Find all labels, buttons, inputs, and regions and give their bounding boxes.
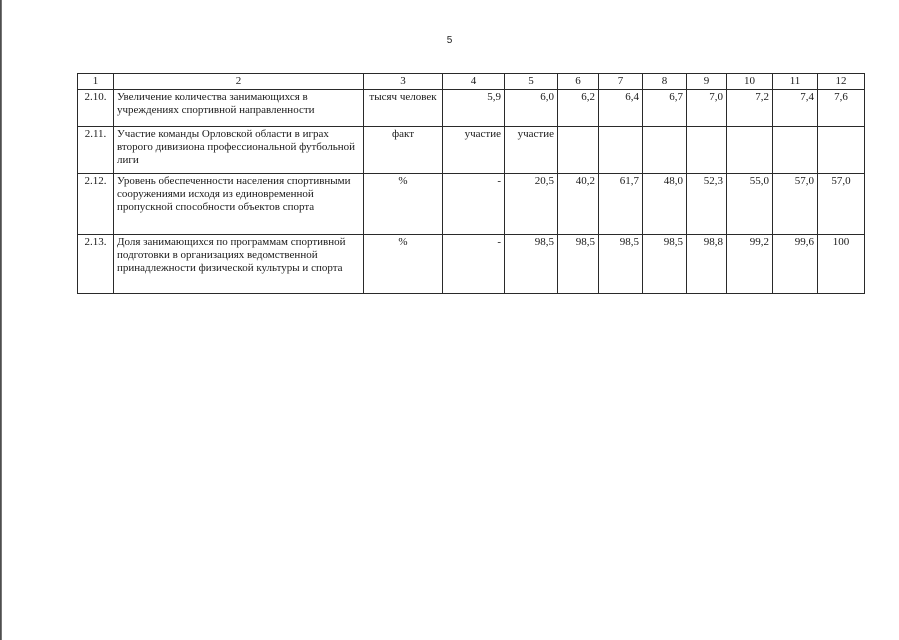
table-row [78, 235, 865, 294]
value-cell: 61,7 [599, 174, 643, 235]
value-cell: 98,5 [599, 235, 643, 294]
header-cell: 3 [364, 74, 443, 90]
header-cell: 4 [443, 74, 505, 90]
row-number: 2.12. [78, 174, 114, 235]
value-cell: 40,2 [558, 174, 599, 235]
unit-cell: % [364, 235, 443, 294]
value-cell: - [443, 235, 505, 294]
page-number: 5 [446, 35, 453, 46]
value-cell [599, 127, 643, 174]
header-cell: 1 [78, 74, 114, 90]
value-cell [558, 127, 599, 174]
value-cell: 48,0 [643, 174, 687, 235]
value-cell: 98,5 [505, 235, 558, 294]
value-cell [727, 127, 773, 174]
value-cell: 6,7 [643, 90, 687, 127]
value-cell: 57,0 [773, 174, 818, 235]
value-cell: 20,5 [505, 174, 558, 235]
indicator-name: Участие команды Орловской области в играх второго дивизиона профессиональной футбольной лиги [114, 127, 364, 174]
value-cell: 57,0 [818, 174, 865, 235]
value-cell: 55,0 [727, 174, 773, 235]
value-cell: 98,5 [558, 235, 599, 294]
row-number: 2.11. [78, 127, 114, 174]
value-cell [687, 127, 727, 174]
value-cell: 7,6 [818, 90, 865, 127]
row-number: 2.10. [78, 90, 114, 127]
value-cell: участие [505, 127, 558, 174]
table-row [78, 174, 865, 235]
table-row [78, 90, 865, 127]
header-cell: 6 [558, 74, 599, 90]
table-row [78, 127, 865, 174]
value-cell: 7,2 [727, 90, 773, 127]
header-cell: 2 [114, 74, 364, 90]
value-cell: 52,3 [687, 174, 727, 235]
unit-cell: % [364, 174, 443, 235]
value-cell: 6,4 [599, 90, 643, 127]
value-cell: участие [443, 127, 505, 174]
value-cell: - [443, 174, 505, 235]
indicator-table [77, 73, 865, 294]
scan-edge [0, 0, 2, 640]
value-cell: 98,8 [687, 235, 727, 294]
value-cell [818, 127, 865, 174]
unit-cell: факт [364, 127, 443, 174]
value-cell [643, 127, 687, 174]
value-cell: 99,6 [773, 235, 818, 294]
value-cell: 100 [818, 235, 865, 294]
row-number: 2.13. [78, 235, 114, 294]
header-cell: 8 [643, 74, 687, 90]
header-row [78, 74, 865, 90]
header-cell: 5 [505, 74, 558, 90]
value-cell: 6,0 [505, 90, 558, 127]
value-cell: 7,4 [773, 90, 818, 127]
value-cell: 5,9 [443, 90, 505, 127]
indicator-name: Уровень обеспеченности населения спортивными сооружениями исходя из единовременной пропускной способности объектов спорта [114, 174, 364, 235]
indicator-name: Увеличение количества занимающихся в учреждениях спортивной направленности [114, 90, 364, 127]
header-cell: 9 [687, 74, 727, 90]
header-cell: 10 [727, 74, 773, 90]
value-cell: 6,2 [558, 90, 599, 127]
value-cell: 7,0 [687, 90, 727, 127]
unit-cell: тысяч человек [364, 90, 443, 127]
value-cell: 98,5 [643, 235, 687, 294]
header-cell: 12 [818, 74, 865, 90]
header-cell: 7 [599, 74, 643, 90]
header-cell: 11 [773, 74, 818, 90]
value-cell: 99,2 [727, 235, 773, 294]
value-cell [773, 127, 818, 174]
indicator-name: Доля занимающихся по программам спортивной подготовки в организациях ведомственной принадлежности физической культуры и спорта [114, 235, 364, 294]
